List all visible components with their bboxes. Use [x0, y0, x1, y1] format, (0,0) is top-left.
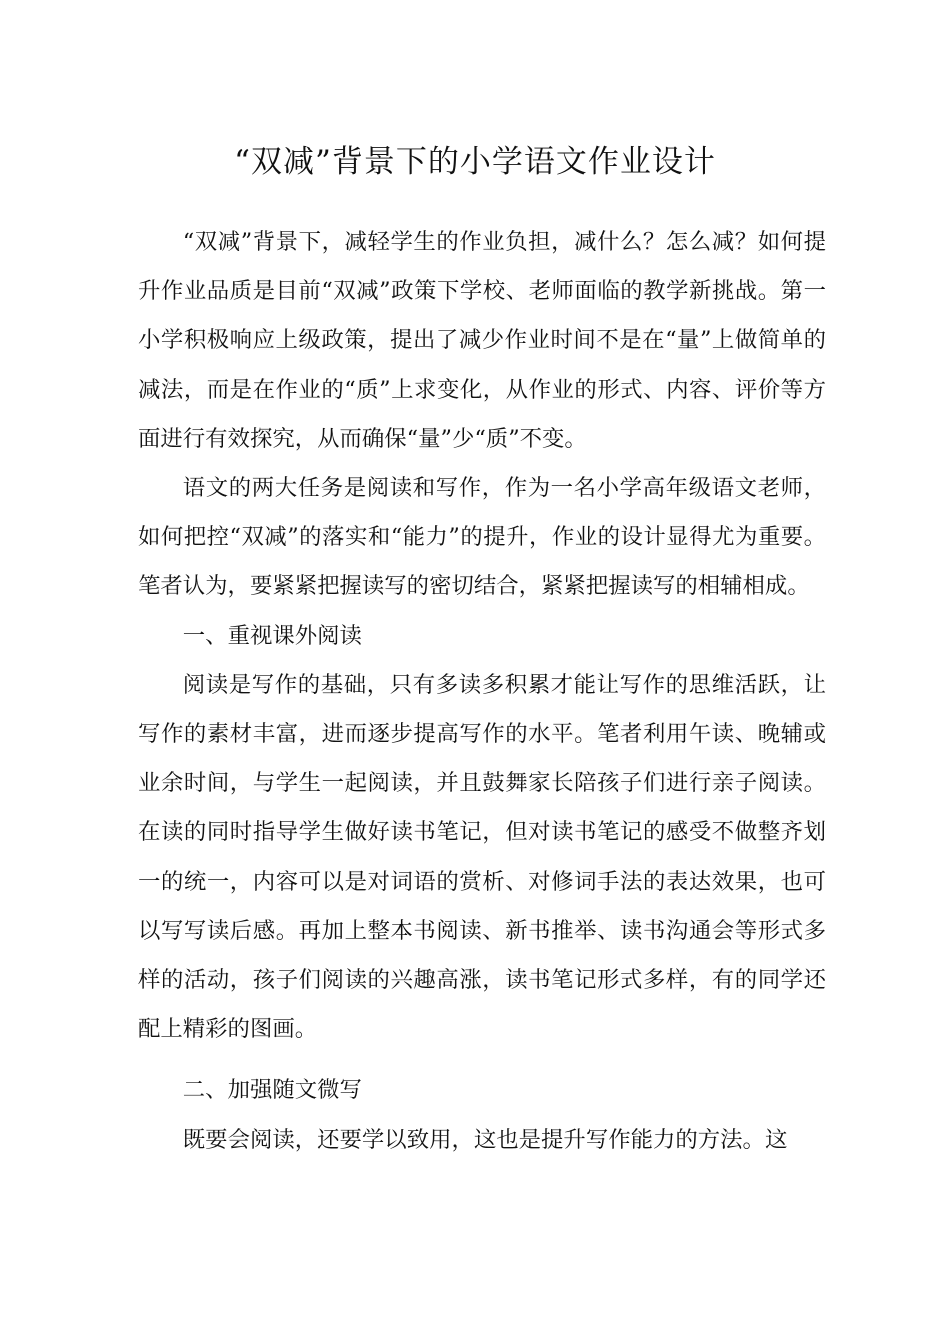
section-body-micro-writing: 既要会阅读，还要学以致用，这也是提升写作能力的方法。这: [182, 1126, 788, 1153]
section-heading-micro-writing: 二、加强随文微写: [182, 1077, 362, 1104]
document-body: [138, 218, 826, 1165]
section-heading-extracurricular-reading: 一、重视课外阅读: [182, 622, 362, 649]
document-title: “双减”背景下的小学语文作业设计: [234, 144, 716, 180]
reading-writing-paragraph: 语文的两大任务是阅读和写作，作为一名小学高年级语文老师，如何把控“双减”的落实和“能力”的提升，作业的设计显得尤为重要。笔者认为，要紧紧把握读写的密切结合，紧紧把握读写的相辅相成。: [138, 475, 826, 600]
section-body-extracurricular-reading: 阅读是写作的基础，只有多读多积累才能让写作的思维活跃，让写作的素材丰富，进而逐步提高写作的水平。笔者利用午读、晚辅或业余时间，与学生一起阅读，并且鼓舞家长陪孩子们进行亲子阅读。在读的同时指导学生做好读书笔记，但对读书笔记的感受不做整齐划一的统一，内容可以是对词语的赏析、对修词手法的表达效果，也可以写写读后感。再加上整本书阅读、新书推举、读书沟通会等形式多样的活动，孩子们阅读的兴趣高涨，读书笔记形式多样，有的同学还配上精彩的图画。: [138, 671, 826, 1043]
intro-paragraph: “双减”背景下，减轻学生的作业负担，减什么？怎么减？如何提升作业品质是目前“双减”政策下学校、老师面临的教学新挑战。第一小学积极响应上级政策，提出了减少作业时间不是在“量”上做简单的减法，而是在作业的“质”上求变化，从作业的形式、内容、评价等方面进行有效探究，从而确保“量”少“质”不变。: [138, 229, 826, 452]
